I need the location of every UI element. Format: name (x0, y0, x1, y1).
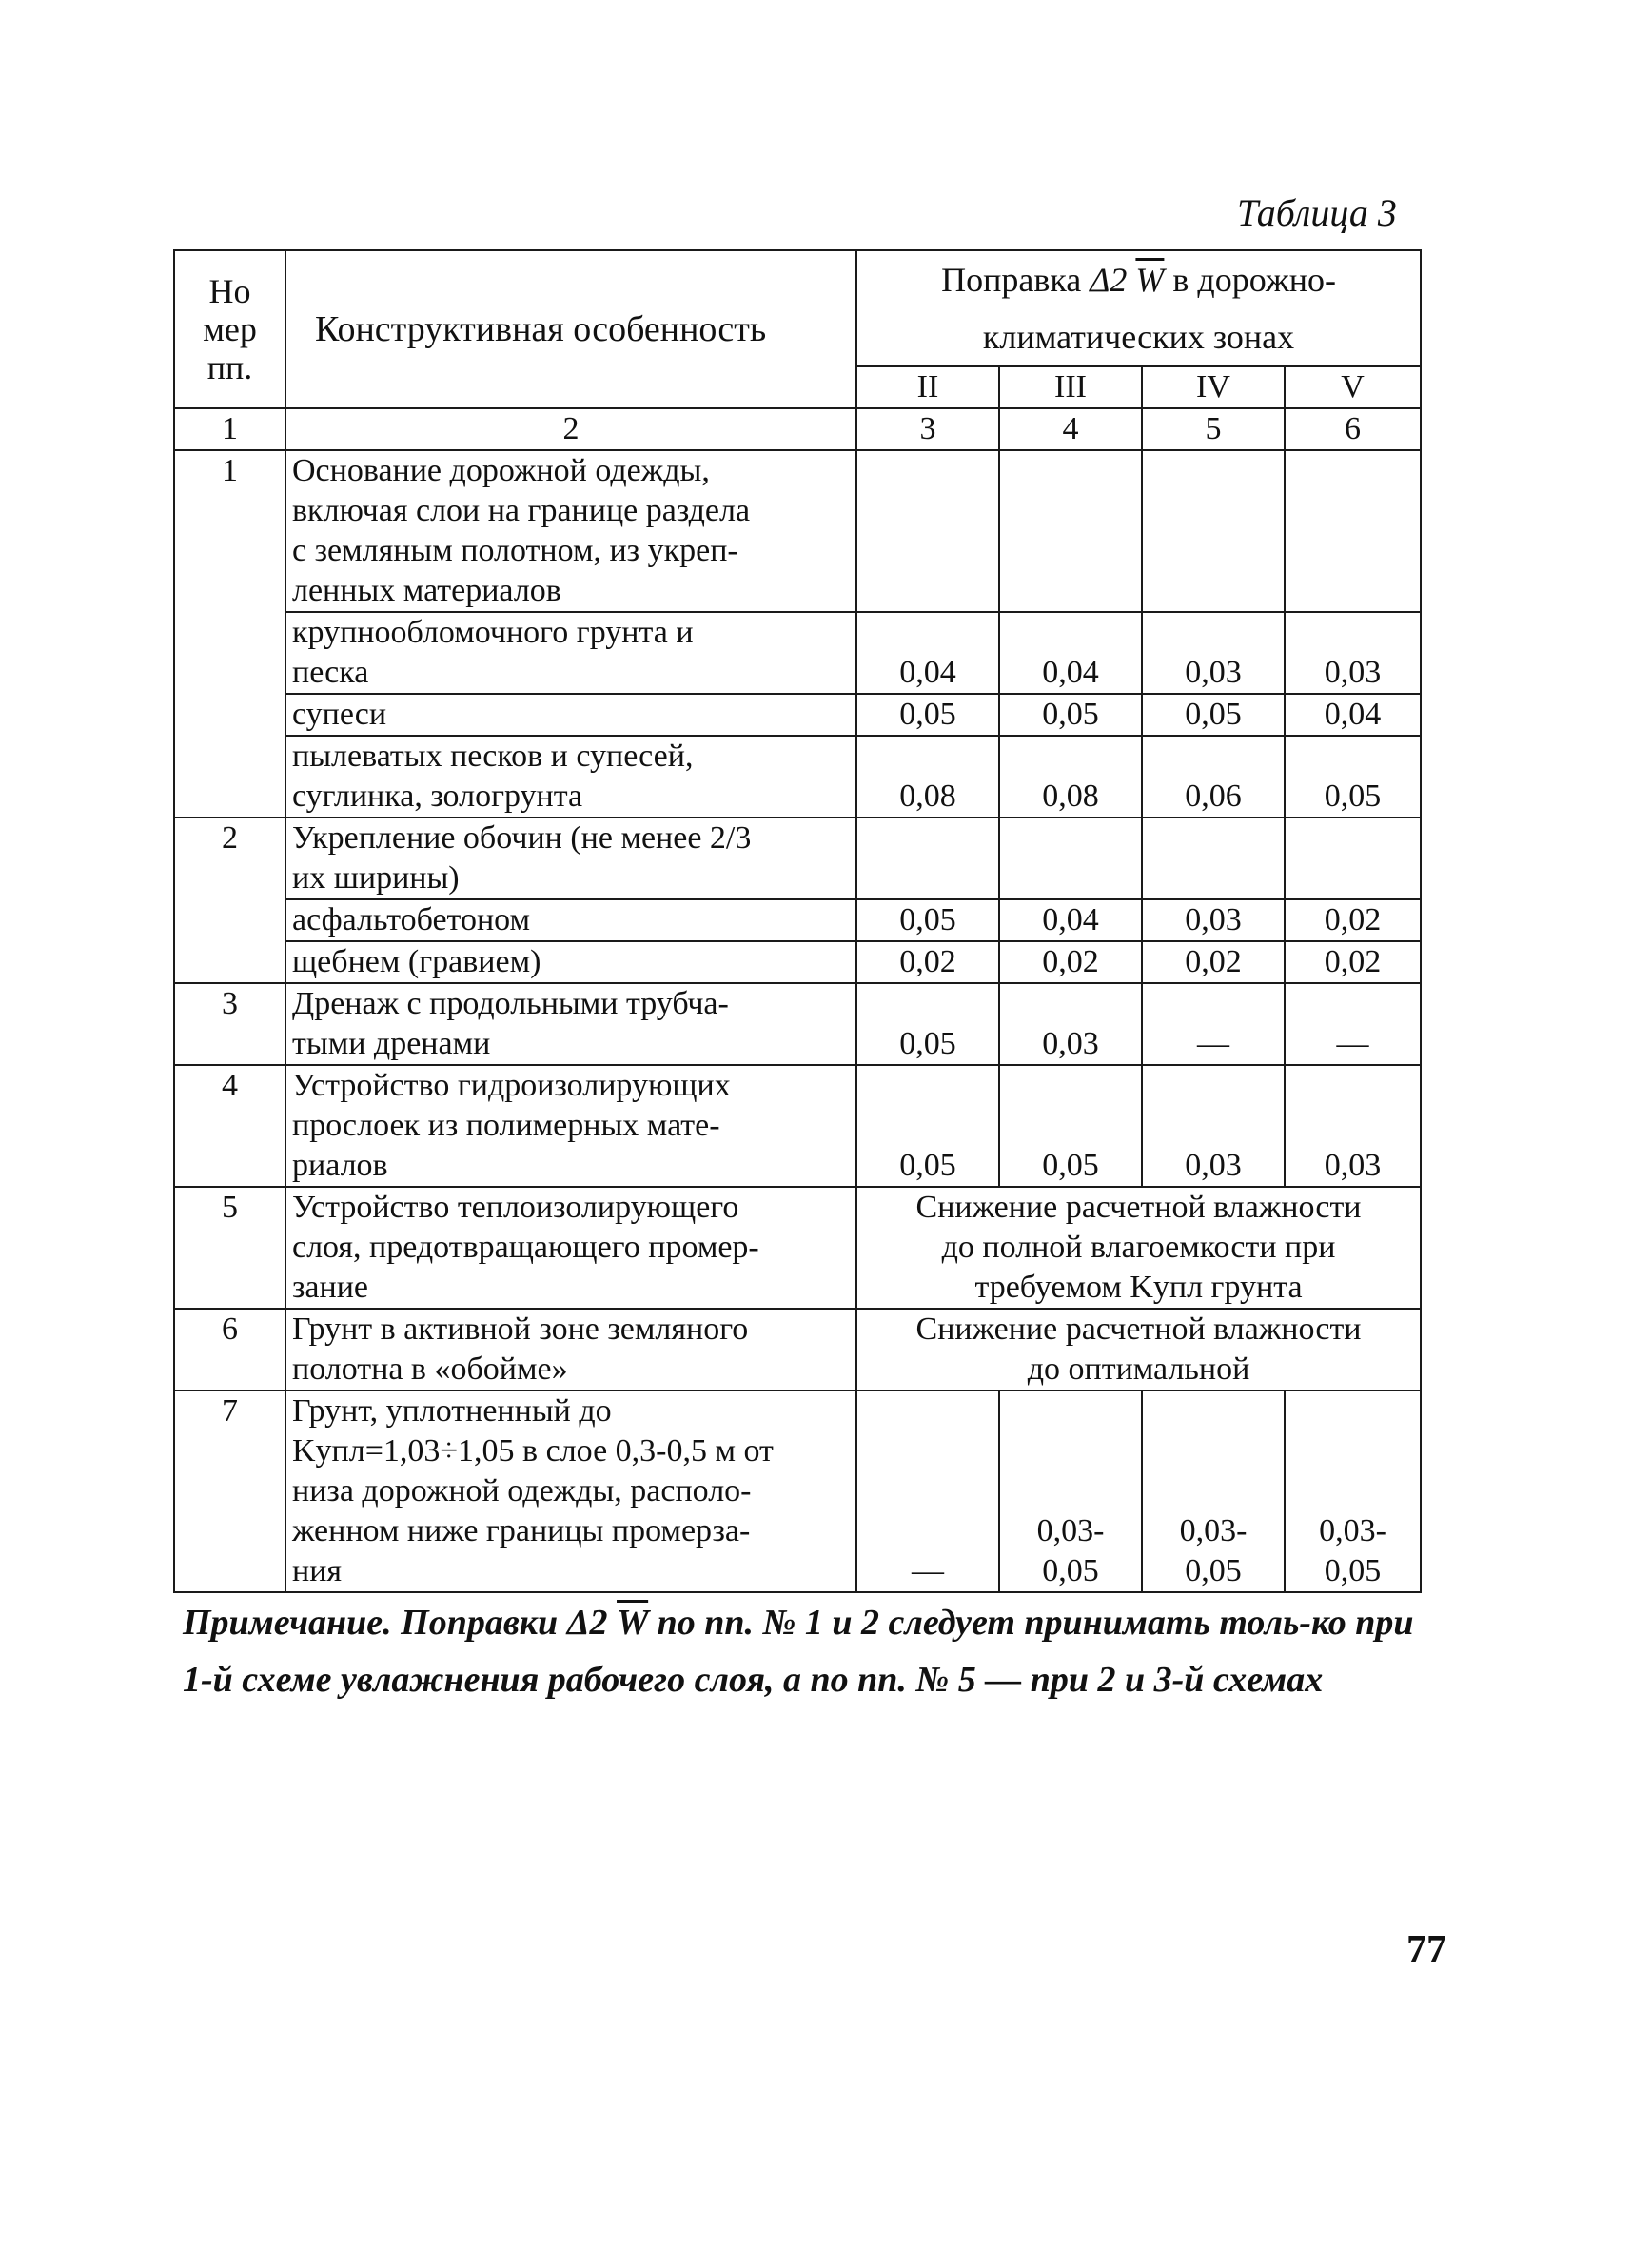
note-prefix: Примечание. Поправки (183, 1603, 559, 1643)
value-cell: — (1142, 983, 1285, 1065)
table-subrow (174, 899, 1421, 941)
value-cell: 0,05 (856, 694, 999, 736)
value-cell: 0,03 (1142, 899, 1285, 941)
value-cell: — (1285, 983, 1421, 1065)
row-number: 5 (174, 1187, 285, 1309)
merged-line: до полной влагоемкости при (941, 1230, 1336, 1265)
header-feature: Конструктивная особенность (285, 250, 856, 408)
feature-line: тыми дренами (292, 1026, 491, 1061)
value-cell: 0,02 (1142, 941, 1285, 983)
header-row (174, 250, 1421, 366)
header-number (174, 250, 285, 408)
table-row (174, 1187, 1421, 1309)
subrow-feature (285, 612, 856, 694)
row-number: 2 (174, 818, 285, 983)
feature-line: Основание дорожной одежды, (292, 453, 710, 488)
subrow-line: пылеватых песков и супесей, (292, 739, 694, 774)
value-cell: 0,05 (1142, 694, 1285, 736)
subrow-line: супеси (292, 697, 387, 732)
table-row (174, 450, 1421, 612)
row-feature (285, 450, 856, 612)
value-cell: 0,06 (1142, 736, 1285, 818)
value-cell: 0,02 (856, 941, 999, 983)
header-number-part: пп. (206, 348, 253, 386)
value-cell: 0,05 (856, 983, 999, 1065)
header-correction-pre: Поправка (941, 261, 1082, 299)
header-correction-line2: климатических зонах (982, 318, 1295, 356)
value-cell: 0,03- 0,05 (1285, 1390, 1421, 1592)
value-cell: 0,05 (856, 1065, 999, 1187)
column-number: 3 (856, 408, 999, 450)
feature-line: полотна в «обойме» (292, 1351, 568, 1387)
feature-line: Устройство гидроизолирующих (292, 1068, 731, 1103)
subrow-line: щебнем (гравием) (292, 944, 541, 979)
value-cell: 0,03- 0,05 (1142, 1390, 1285, 1592)
empty-cell (1142, 450, 1285, 612)
row-feature (285, 1187, 856, 1309)
row-number: 1 (174, 450, 285, 818)
subrow-line: асфальтобетоном (292, 902, 531, 937)
subrow-line: суглинка, зологрунта (292, 779, 583, 814)
table-subrow (174, 736, 1421, 818)
value-cell: 0,03 (1142, 612, 1285, 694)
page-number: 77 (1406, 1928, 1446, 1972)
feature-line: слоя, предотвращающего промер- (292, 1230, 759, 1265)
empty-cell (856, 450, 999, 612)
row-number: 4 (174, 1065, 285, 1187)
feature-line: женном ниже границы промерза- (292, 1513, 751, 1548)
table-caption: Таблица 3 (1237, 191, 1397, 234)
value-cell: 0,08 (856, 736, 999, 818)
value-cell: 0,05 (999, 1065, 1142, 1187)
feature-line: Устройство теплоизолирующего (292, 1190, 739, 1225)
subrow-line: крупнообломочного грунта и (292, 615, 694, 650)
value-cell: 0,03 (1142, 1065, 1285, 1187)
empty-cell (999, 450, 1142, 612)
feature-line: Грунт, уплотненный до (292, 1393, 612, 1429)
column-number: 2 (285, 408, 856, 450)
merged-value (856, 1309, 1421, 1390)
empty-cell (1142, 818, 1285, 899)
table-row (174, 1309, 1421, 1390)
value-cell: 0,03 (1285, 1065, 1421, 1187)
merged-line: до оптимальной (1027, 1351, 1250, 1387)
table-subrow (174, 694, 1421, 736)
subrow-feature (285, 694, 856, 736)
header-delta-symbol: Δ2 (1090, 261, 1128, 299)
value-cell: 0,05 (1285, 736, 1421, 818)
empty-cell (1285, 450, 1421, 612)
column-numbers-row (174, 408, 1421, 450)
column-number: 6 (1285, 408, 1421, 450)
value-cell: 0,04 (999, 612, 1142, 694)
column-number: 1 (174, 408, 285, 450)
value-cell: 0,08 (999, 736, 1142, 818)
feature-line: Дренаж с продольными трубча- (292, 986, 729, 1021)
feature-line: ленных материалов (292, 573, 561, 608)
row-feature (285, 818, 856, 899)
column-number: 5 (1142, 408, 1285, 450)
table-note (183, 1594, 1439, 1708)
header-w-symbol: $\overline{W}$ (1135, 261, 1165, 299)
empty-cell (999, 818, 1142, 899)
feature-line: их ширины) (292, 860, 460, 896)
table-row (174, 818, 1421, 899)
merged-line: требуемом Kупл грунта (974, 1270, 1303, 1305)
merged-line: Снижение расчетной влажности (915, 1190, 1362, 1225)
header-correction-post: в дорожно- (1172, 261, 1336, 299)
feature-line: Грунт в активной зоне земляного (292, 1311, 749, 1347)
value-cell: 0,03- 0,05 (999, 1390, 1142, 1592)
row-number: 7 (174, 1390, 285, 1592)
zone-header: IV (1142, 366, 1285, 408)
row-number: 6 (174, 1309, 285, 1390)
value-cell: 0,02 (999, 941, 1142, 983)
subrow-feature (285, 899, 856, 941)
merged-line: Снижение расчетной влажности (915, 1311, 1362, 1347)
row-feature (285, 1065, 856, 1187)
empty-cell (856, 818, 999, 899)
subrow-line: песка (292, 655, 369, 690)
row-number: 3 (174, 983, 285, 1065)
feature-line: Укрепление обочин (не менее 2/3 (292, 820, 752, 856)
feature-line: ния (292, 1553, 343, 1588)
value-cell: 0,05 (856, 899, 999, 941)
value-cell: 0,05 (999, 694, 1142, 736)
merged-value (856, 1187, 1421, 1309)
feature-line: с земляным полотном, из укреп- (292, 533, 738, 568)
value-cell: 0,04 (856, 612, 999, 694)
zone-header: III (999, 366, 1142, 408)
empty-cell (1285, 818, 1421, 899)
value-cell: 0,04 (999, 899, 1142, 941)
table-3 (173, 249, 1422, 1593)
zone-header: V (1285, 366, 1421, 408)
feature-line: риалов (292, 1148, 388, 1183)
value-cell: 0,03 (999, 983, 1142, 1065)
feature-line: включая слои на границе раздела (292, 493, 751, 528)
subrow-feature (285, 941, 856, 983)
header-number-part: Но (208, 272, 251, 310)
value-cell: 0,04 (1285, 694, 1421, 736)
row-feature (285, 1309, 856, 1390)
table-row (174, 983, 1421, 1065)
subrow-feature (285, 736, 856, 818)
note-text: по пп. № 1 и 2 следует принимать толь-ко при 1-й схеме увлажнения рабочего слоя, а по пп. № 5 — при 2 и 3-й схемах (183, 1603, 1414, 1700)
table-row (174, 1390, 1421, 1592)
note-w-symbol: $\overline{W}$ (617, 1603, 649, 1643)
note-delta-symbol: Δ2 (566, 1603, 608, 1643)
value-cell: 0,02 (1285, 899, 1421, 941)
table-row (174, 1065, 1421, 1187)
table-subrow (174, 941, 1421, 983)
feature-line: зание (292, 1270, 369, 1305)
feature-line: прослоек из полимерных мате- (292, 1108, 720, 1143)
row-feature (285, 983, 856, 1065)
value-cell: 0,02 (1285, 941, 1421, 983)
feature-line: низа дорожной одежды, располо- (292, 1473, 752, 1509)
table-subrow (174, 612, 1421, 694)
column-number: 4 (999, 408, 1142, 450)
header-number-part: мер (203, 310, 257, 348)
header-correction (856, 250, 1421, 366)
feature-line: Kупл=1,03÷1,05 в слое 0,3-0,5 м от (292, 1433, 774, 1469)
value-cell: — (856, 1390, 999, 1592)
value-cell: 0,03 (1285, 612, 1421, 694)
zone-header: II (856, 366, 999, 408)
row-feature (285, 1390, 856, 1592)
